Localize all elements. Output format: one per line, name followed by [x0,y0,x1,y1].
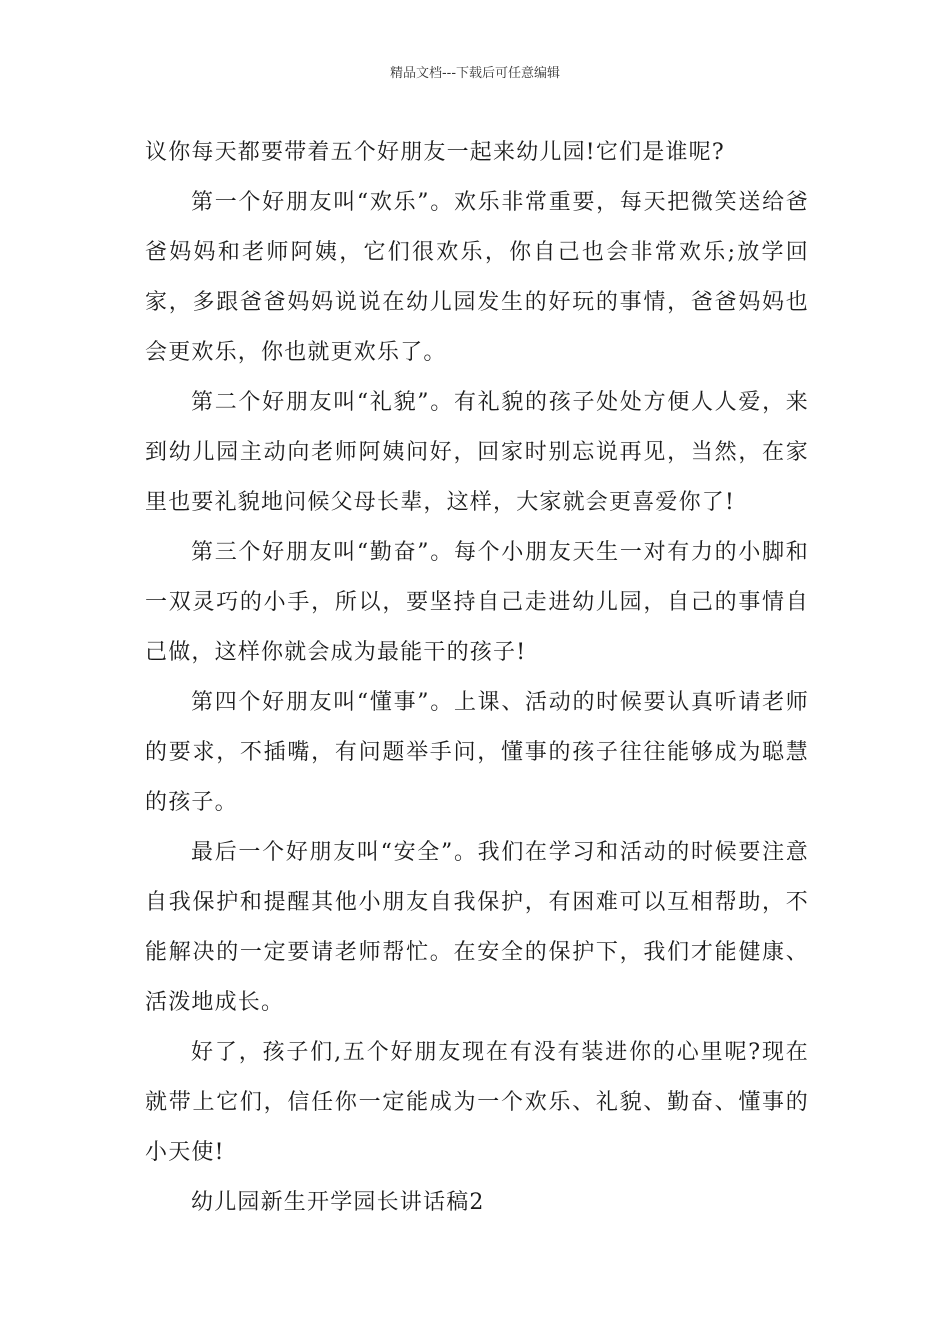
document-body [145,128,809,1228]
page-header: 精品文档---下载后可任意编辑 [389,66,561,81]
paragraph-friend-politeness: 第二个好朋友叫“礼貌”。有礼貌的孩子处处方便人人爱，来到幼儿园主动向老师阿姨问好，回家时别忘说再见，当然，在家里也要礼貌地问候父母长辈，这样，大家就会更喜爱你了! [145,390,809,515]
section-title: 幼儿园新生开学园长讲话稿2 [191,1190,485,1215]
paragraph-friend-happiness: 第一个好朋友叫“欢乐”。欢乐非常重要，每天把微笑送给爸爸妈妈和老师阿姨，它们很欢乐，你自己也会非常欢乐;放学回家，多跟爸爸妈妈说说在幼儿园发生的好玩的事情，爸爸妈妈也会更欢乐，你也就更欢乐了。 [145,190,809,365]
paragraph-friend-safety: 最后一个好朋友叫“安全”。我们在学习和活动的时候要注意自我保护和提醒其他小朋友自我保护，有困难可以互相帮助，不能解决的一定要请老师帮忙。在安全的保护下，我们才能健康、活泼地成长。 [145,840,809,1015]
paragraph-friend-diligence: 第三个好朋友叫“勤奋”。每个小朋友天生一对有力的小脚和一双灵巧的小手，所以，要坚持自己走进幼儿园，自己的事情自己做，这样你就会成为最能干的孩子! [145,540,809,665]
paragraph-intro-continuation: 议你每天都要带着五个好朋友一起来幼儿园!它们是谁呢? [145,140,725,165]
paragraph-closing: 好了，孩子们,五个好朋友现在有没有装进你的心里呢?现在就带上它们，信任你一定能成为一个欢乐、礼貌、勤奋、懂事的小天使! [145,1040,809,1165]
paragraph-friend-sensible: 第四个好朋友叫“懂事”。上课、活动的时候要认真听请老师的要求，不插嘴，有问题举手问，懂事的孩子往往能够成为聪慧的孩子。 [145,690,809,815]
